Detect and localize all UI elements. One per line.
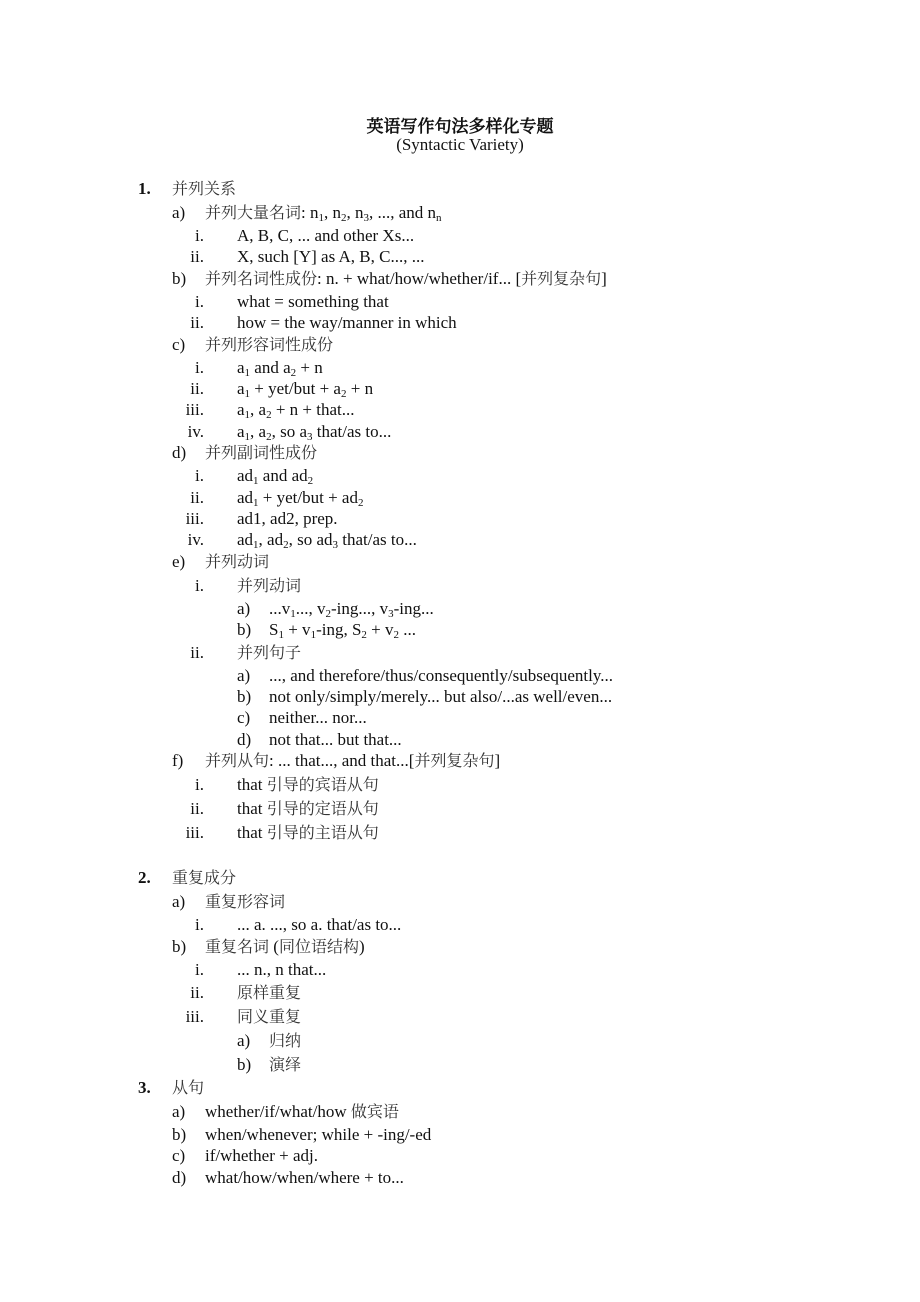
list-marker: a) [172,1102,186,1121]
list-item-text: if/whether + adj. [205,1146,318,1165]
list-marker: i. [195,915,204,934]
document-subtitle: (Syntactic Variety) [396,135,524,154]
list-item-text: 演绎 [269,1055,302,1074]
list-item-text: A, B, C, ... and other Xs... [237,226,415,245]
list-item-text: that 引导的宾语从句 [237,775,379,794]
list-marker: b) [237,620,252,639]
list-marker: b) [172,937,187,956]
list-marker: c) [172,1146,186,1165]
list-item-text: $a_1$, $a_2 + n$ + that... [237,400,355,421]
list-marker: i. [195,576,204,595]
list-marker: a) [237,1031,251,1050]
list-item-text: $ad_1 + yet/but + ad_2$ [237,488,364,509]
list-item-text: $...v_1$..., $v_2$-ing..., $v_3$-ing... [269,599,434,620]
list-marker: ii. [190,379,204,398]
list-marker: i. [195,358,204,377]
list-marker: f) [172,751,184,770]
list-item-text: neither... nor... [269,708,367,727]
list-marker: ii. [190,799,204,818]
list-marker: iv. [187,530,204,549]
list-item-text: 重复形容词 [205,892,286,911]
list-marker: i. [195,226,204,245]
list-item-text: $S_1 + v_1-ing$, $S_2 + v_2$ ... [269,620,416,641]
list-item-text: when/whenever; while + -ing/-ed [205,1125,432,1144]
list-item-text: $a_1$ and $a_2 + n$ [237,358,323,379]
list-item-text: $a_1$, $a_2$, so $a_3$ that/as to... [237,422,392,443]
list-item-text: 并列名词性成份: n. + what/how/whether/if... [并列复杂句] [205,269,607,288]
list-item-text: 并列动词 [237,576,302,595]
list-marker: d) [172,1168,187,1187]
list-item-text: $a_1 + yet/but + a_2 + n$ [237,379,374,400]
list-item-text: $ad_1$ and $ad_2$ [237,466,314,487]
list-marker: i. [195,775,204,794]
list-marker: iv. [187,422,204,441]
list-marker: b) [172,269,187,288]
list-marker: i. [195,960,204,979]
list-marker: iii. [185,1007,204,1026]
list-item-text: 并列关系 [172,179,237,198]
list-item-text: how = the way/manner in which [237,313,457,332]
list-item-text: ..., and therefore/thus/consequently/subsequently... [269,666,614,685]
list-marker: iii. [185,823,204,842]
list-item-text: 并列从句: ... that..., and that...[并列复杂句] [205,751,501,770]
list-item-text: 归纳 [269,1031,302,1050]
list-marker: c) [237,708,251,727]
list-item-text: what = something that [237,292,389,311]
list-marker: d) [172,443,187,462]
list-item-text: X, such [Y] as A, B, C..., ... [237,247,425,266]
list-item-text: $ad_1$, $ad_2$, so $ad_3$ that/as to... [237,530,417,551]
list-item-text: ... n., n that... [237,960,327,979]
list-marker: i. [195,292,204,311]
list-item-text: 并列大量名词: $n_1$, $n_2$, $n_3$, ..., and $n_n$ [205,203,442,224]
list-item-text: that 引导的定语从句 [237,799,379,818]
list-marker: i. [195,466,204,485]
list-marker: 3. [138,1078,151,1097]
list-marker: b) [172,1125,187,1144]
list-item-text: 重复名词 (同位语结构) [205,937,365,956]
list-marker: 1. [138,179,151,198]
list-item-text: not that... but that... [269,730,402,749]
list-item-text: 并列句子 [237,643,302,662]
list-marker: c) [172,335,186,354]
list-item-text: 并列动词 [205,552,270,571]
list-marker: ii. [190,247,204,266]
list-marker: a) [172,892,186,911]
list-item-text: 原样重复 [237,983,302,1002]
list-marker: ii. [190,488,204,507]
list-marker: a) [237,599,251,618]
list-item-text: ad1, ad2, prep. [237,509,338,528]
list-marker: d) [237,730,252,749]
list-item-text: whether/if/what/how 做宾语 [205,1102,399,1121]
list-marker: e) [172,552,186,571]
list-marker: b) [237,687,252,706]
list-item-text: not only/simply/merely... but also/...as well/even... [269,687,613,706]
list-marker: iii. [185,400,204,419]
list-item-text: what/how/when/where + to... [205,1168,404,1187]
document-title: 英语写作句法多样化专题 [366,117,554,136]
list-marker: a) [237,666,251,685]
list-marker: ii. [190,643,204,662]
list-item-text: 重复成分 [172,868,237,887]
list-marker: a) [172,203,186,222]
list-item-text: that 引导的主语从句 [237,823,379,842]
list-marker: 2. [138,868,151,887]
list-item-text: 并列副词性成份 [205,443,318,462]
list-marker: ii. [190,313,204,332]
list-item-text: 同义重复 [237,1007,302,1026]
list-marker: iii. [185,509,204,528]
list-item-text: 并列形容词性成份 [205,335,334,354]
list-item-text: ... a. ..., so a. that/as to... [237,915,402,934]
list-marker: b) [237,1055,252,1074]
list-item-text: 从句 [172,1078,205,1097]
list-marker: ii. [190,983,204,1002]
